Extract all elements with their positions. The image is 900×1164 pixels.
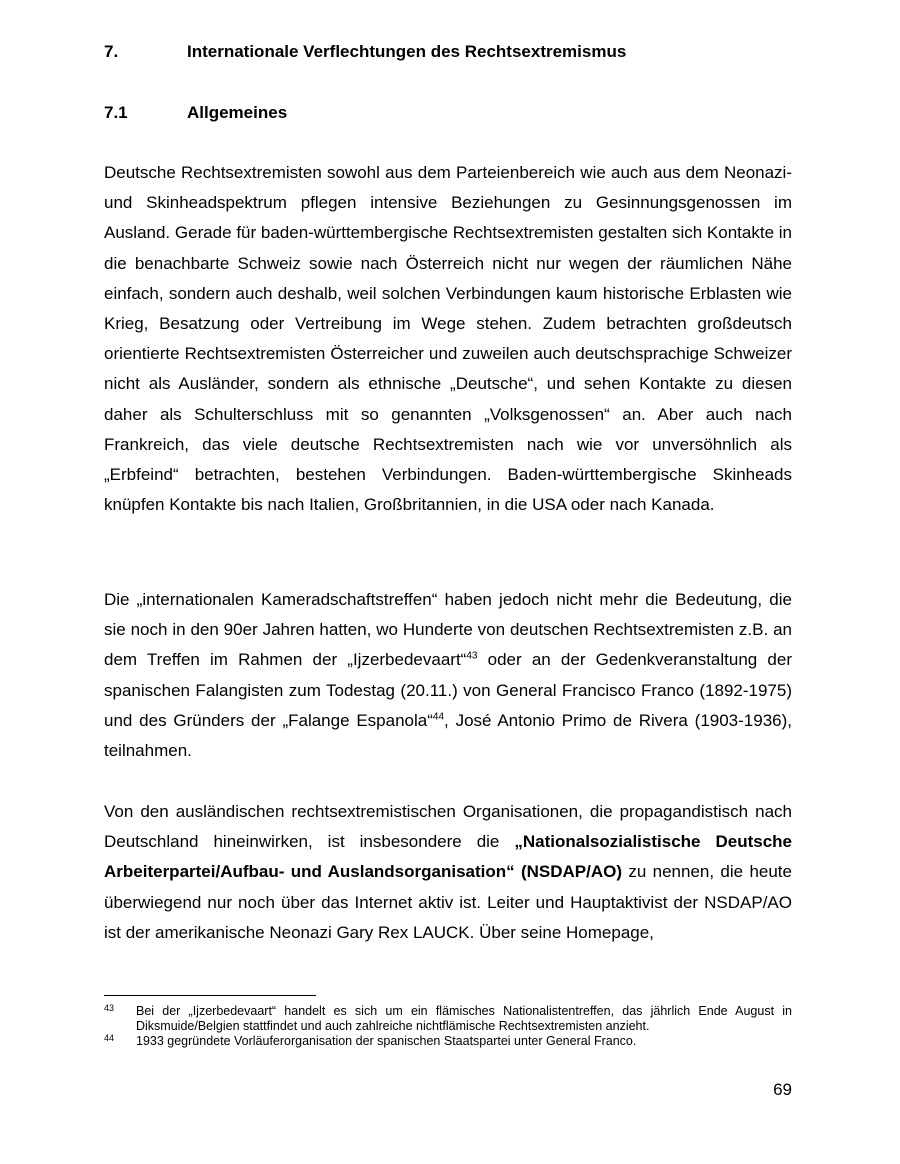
section-number: 7. bbox=[104, 42, 119, 61]
footnote-44 bbox=[104, 1034, 792, 1049]
paragraph-2-text-b: oder an der Gedenkveranstaltung der spanischen Falangisten zum Todestag (20.11.) von General Francisco Franco (1892-1975) und des Gründers der „Falange Espanola“ bbox=[104, 650, 792, 730]
paragraph-1: Deutsche Rechtsextremisten sowohl aus dem Parteienbereich wie auch aus dem Neonazi- und Skinheadspektrum pflegen intensive Beziehungen zu Gesinnungsgenossen im Ausland. Gerade für baden-württembergische Rechtsextremisten gestalten sich Kontakte in die benachbarte Schweiz sowie nach Österreich nicht nur wegen der räumlichen Nähe einfach, sondern auch deshalb, weil solchen Verbindungen kaum historische Erblasten wie Krieg, Besatzung oder Vertreibung im Wege stehen. Zudem betrachten großdeutsch orientierte Rechtsextremisten Österreicher und zuweilen auch deutschsprachige Schweizer nicht als Ausländer, sondern als ethnische „Deutsche“, und sehen Kontakte zu diesen daher als Schulterschluss mit so genannten „Volksgenossen“ an. Aber auch nach Frankreich, das viele deutsche Rechtsextremisten nach wie vor unversöhnlich als „Erbfeind“ betrachten, bestehen Verbindungen. Baden-württembergische Skinheads knüpfen Kontakte bis nach Italien, Großbritannien, in die USA oder nach Kanada. bbox=[104, 163, 792, 515]
footnote-ref-43[interactable]: 43 bbox=[466, 650, 478, 662]
footnote-separator bbox=[104, 995, 316, 996]
paragraph-2 bbox=[104, 585, 792, 766]
footnote-ref-44[interactable]: 44 bbox=[432, 711, 445, 723]
footnote-text: Bei der „Ijzerbedevaart“ handelt es sich um ein flämisches Nationalistentreffen, das jährlich Ende August in Diksmuide/Belgien stattfindet und auch zahlreiche nichtflämische Rechtsextremisten anzieht. bbox=[136, 1004, 792, 1033]
subsection-heading bbox=[104, 102, 287, 124]
subsection-number: 7.1 bbox=[104, 103, 128, 122]
section-title: Internationale Verflechtungen des Rechtsextremismus bbox=[187, 42, 627, 61]
paragraph-3 bbox=[104, 797, 792, 948]
paragraph-2-text-c: , José Antonio Primo de Rivera (1903-1936), teilnahmen. bbox=[104, 710, 793, 761]
paragraph-2-text-a: Die „internationalen Kameradschaftstreffen“ haben jedoch nicht mehr die Bedeutung, die sie noch in den 90er Jahren hatten, wo Hunderte von deutschen Rechtsextremisten z.B. an dem Treffen im Rahmen der „Ijzerbedevaart“ bbox=[104, 590, 792, 670]
footnote-mark: 44 bbox=[104, 1033, 115, 1043]
section-heading bbox=[104, 41, 626, 63]
paragraph-3-text-a: Von den ausländischen rechtsextremistischen Organisationen, die propagandistisch nach Deutschland hineinwirken, ist insbesondere die bbox=[104, 802, 792, 852]
subsection-title: Allgemeines bbox=[187, 103, 288, 122]
page-number: 69 bbox=[773, 1080, 792, 1099]
footnote-43 bbox=[104, 1004, 792, 1034]
organization-name: „Nationalsozialistische Deutsche Arbeiterpartei/Aufbau- und Auslandsorganisation“ (NSDAP/AO) bbox=[104, 832, 792, 882]
footnote-mark: 43 bbox=[104, 1003, 115, 1013]
document-page bbox=[104, 0, 792, 1164]
footnote-text: 1933 gegründete Vorläuferorganisation der spanischen Staatspartei unter General Franco. bbox=[136, 1034, 637, 1048]
paragraph-3-text-b: zu nennen, die heute überwiegend nur noch über das Internet aktiv ist. Leiter und Hauptaktivist der NSDAP/AO ist der amerikanische Neonazi Gary Rex LAUCK. Über seine Homepage, bbox=[104, 862, 792, 942]
